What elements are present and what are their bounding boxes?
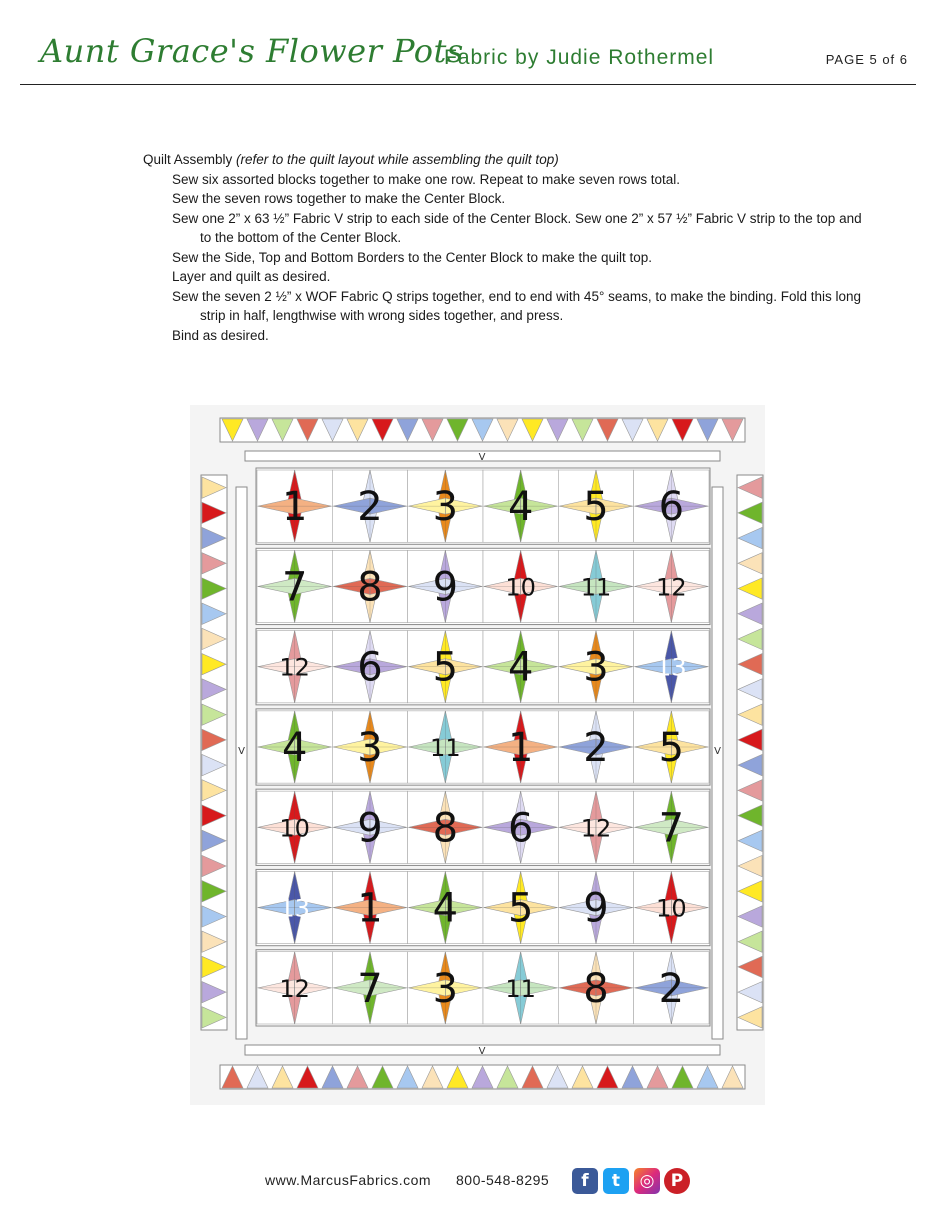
v-strip-right — [712, 487, 723, 1039]
block-number: 7 — [357, 965, 383, 1012]
strip-label: V — [714, 746, 721, 757]
page-header — [20, 30, 916, 85]
block-number: 2 — [357, 484, 383, 531]
strip-label: V — [478, 452, 486, 463]
block-number: 12 — [656, 573, 687, 602]
block-number: 8 — [583, 965, 609, 1012]
block-number: 12 — [279, 974, 310, 1003]
pinterest-icon[interactable]: P — [664, 1168, 690, 1194]
block-number: 5 — [658, 725, 685, 771]
block-number: 6 — [658, 484, 685, 531]
block-number: 13 — [656, 653, 687, 682]
block-number: 8 — [357, 564, 383, 611]
block-number: 12 — [279, 653, 310, 682]
block-number: 4 — [432, 885, 459, 932]
block-number: 3 — [432, 965, 459, 1012]
assembly-step: Sew six assorted blocks together to make one row. Repeat to make seven rows total. — [172, 171, 681, 187]
strip-label: V — [238, 746, 245, 757]
block-number: 11 — [580, 573, 612, 602]
strip-label: V — [478, 1046, 486, 1057]
quilt-layout-diagram — [190, 405, 765, 1105]
block-number: 1 — [281, 484, 308, 531]
block-number: 6 — [507, 805, 534, 852]
assembly-title: Quilt Assembly — [143, 152, 237, 167]
block-number: 6 — [357, 644, 383, 691]
block-number: 2 — [658, 965, 685, 1012]
block-number: 4 — [507, 644, 534, 691]
block-number: 5 — [507, 885, 534, 932]
block-number: 12 — [580, 814, 612, 843]
block-number: 9 — [357, 805, 383, 852]
instagram-icon[interactable]: ◎ — [634, 1168, 660, 1194]
assembly-step: Sew the seven rows together to make the Center Block. — [172, 191, 506, 206]
assembly-step: Sew the Side, Top and Bottom Borders to the Center Block to make the quilt top. — [172, 249, 653, 265]
block-number: 1 — [357, 885, 383, 932]
block-number: 3 — [583, 644, 609, 691]
twitter-icon[interactable]: t — [603, 1168, 629, 1194]
assembly-step: Sew the seven 2 ½” x WOF Fabric Q strips together, end to end with 45° seams, to make the binding. Fold this long strip in half, lengthwise with wrong sides together, and press. — [172, 288, 861, 323]
assembly-heading — [143, 150, 863, 170]
block-number: 9 — [432, 564, 459, 611]
block-number: 4 — [281, 725, 308, 771]
block-number: 13 — [279, 894, 310, 923]
assembly-step: Sew one 2” x 63 ½” Fabric V strip to each side of the Center Block. Sew one 2” x 57 ½” Fabric V strip to the top and to the bottom of the Center Block. — [172, 210, 862, 245]
block-number: 5 — [432, 644, 459, 691]
block-number: 10 — [656, 894, 687, 923]
block-number: 7 — [658, 805, 685, 852]
v-strip-left — [236, 487, 247, 1039]
block-number: 3 — [357, 725, 383, 771]
block-number: 8 — [432, 805, 459, 852]
fabric-designer: Fabric by Judie Rothermel — [444, 46, 715, 69]
block-number: 11 — [505, 974, 536, 1003]
assembly-step: Bind as desired. — [172, 327, 269, 343]
block-number: 7 — [281, 564, 308, 611]
page-footer — [0, 1166, 950, 1200]
phone-number: 800-548-8295 — [456, 1172, 550, 1188]
block-number: 10 — [505, 573, 536, 602]
brand-title: Aunt Grace's Flower Pots — [40, 32, 464, 70]
assembly-instructions — [143, 150, 863, 345]
facebook-icon[interactable]: f — [572, 1168, 598, 1194]
block-number: 3 — [432, 484, 459, 531]
block-number: 11 — [430, 734, 461, 762]
assembly-step: Layer and quilt as desired. — [172, 269, 331, 284]
block-number: 9 — [583, 885, 609, 932]
block-number: 1 — [507, 725, 534, 771]
block-number: 10 — [279, 814, 310, 843]
website-link[interactable]: www.MarcusFabrics.com — [265, 1172, 432, 1188]
block-number: 4 — [507, 484, 534, 531]
block-number: 5 — [583, 484, 609, 531]
page-number: PAGE 5 of 6 — [825, 52, 908, 67]
assembly-note: (refer to the quilt layout while assembling the quilt top) — [236, 152, 559, 167]
block-number: 2 — [583, 725, 609, 771]
